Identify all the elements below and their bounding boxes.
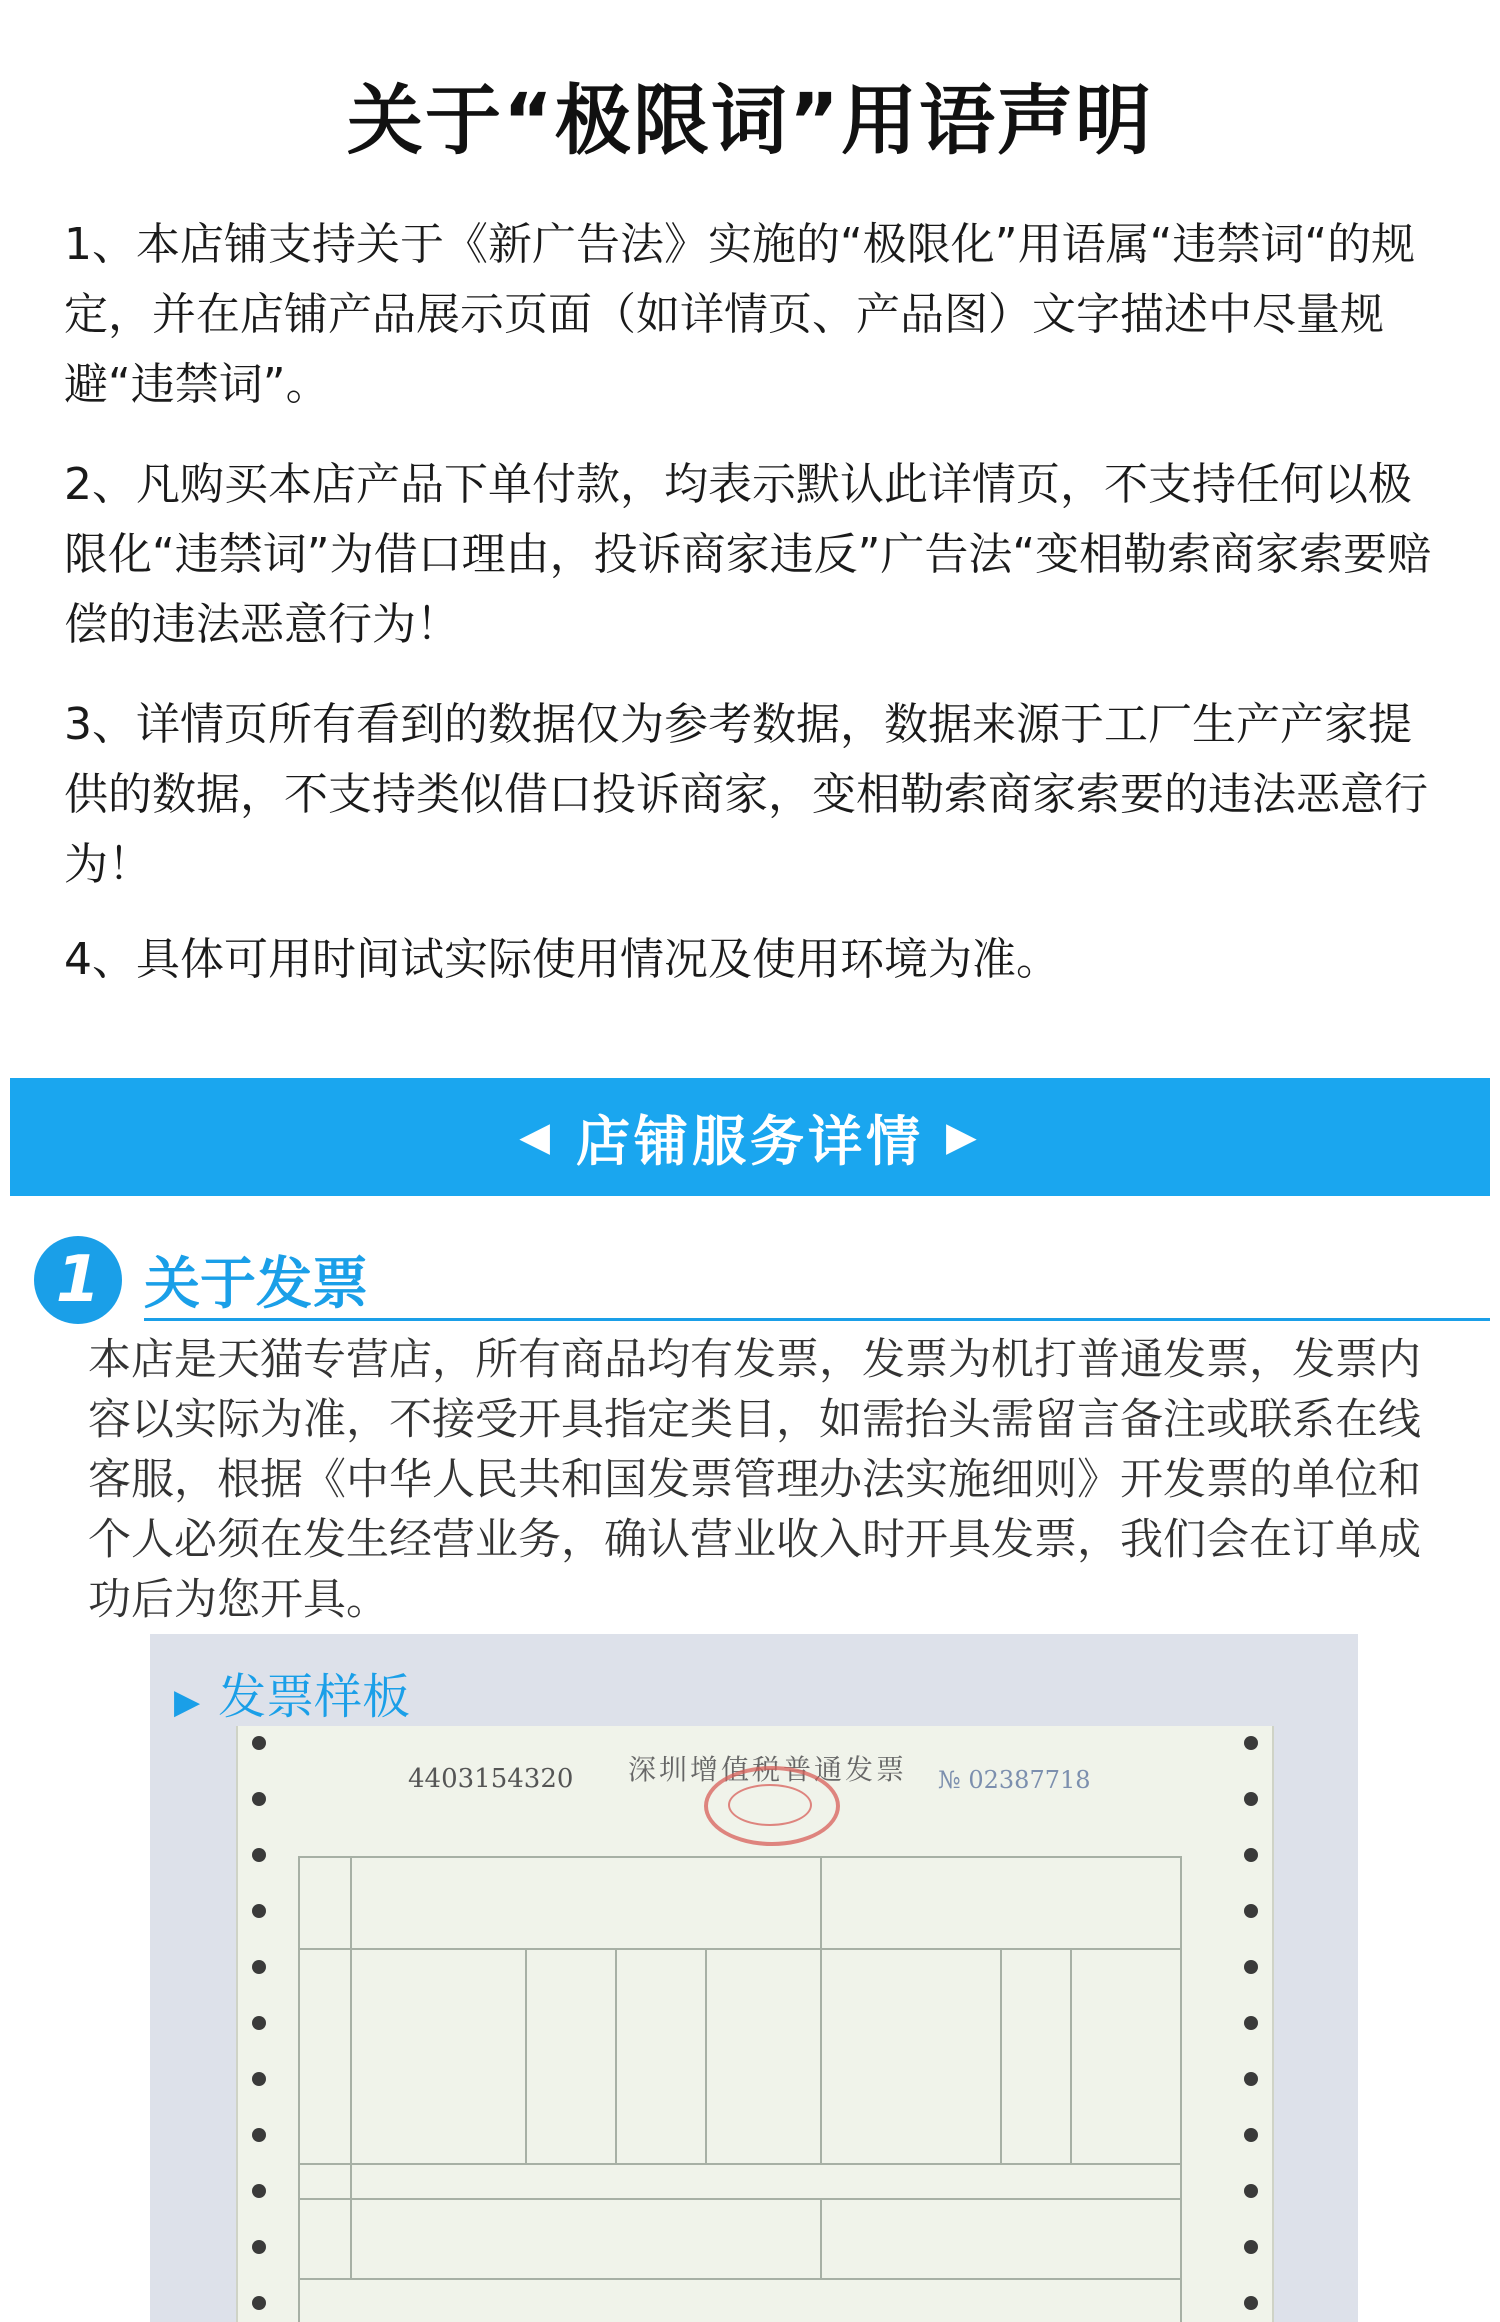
triangle-right-icon: ▶	[946, 1114, 981, 1160]
banner-title: 店铺服务详情	[576, 1109, 924, 1173]
statement-paragraph-3: 3、详情页所有看到的数据仅为参考数据，数据来源于工厂生产产家提供的数据，不支持类似借口投诉商家，变相勒索商家索要的违法恶意行为！	[64, 699, 1428, 890]
service-banner	[10, 1078, 1490, 1196]
statement-paragraph-2: 2、凡购买本店产品下单付款，均表示默认此详情页，不支持任何以极限化“违禁词”为借口理由，投诉商家违反”广告法“变相勒索商家索要赔偿的违法恶意行为！	[64, 459, 1432, 650]
statement-paragraph-1: 1、本店铺支持关于《新广告法》实施的“极限化”用语属“违禁词“的规定，并在店铺产品展示页面（如详情页、产品图）文字描述中尽量规避“违禁词”。	[64, 219, 1416, 410]
perforation-holes-left	[248, 1736, 270, 2322]
statement-paragraph-4: 4、具体可用时间试实际使用情况及使用环境为准。	[64, 934, 1060, 985]
invoice-sample-image	[150, 1634, 1358, 2322]
perforation-holes-right	[1240, 1736, 1262, 2322]
section-title: 关于发票	[144, 1252, 368, 1317]
invoice-name: 深圳增值税普通发票	[628, 1753, 908, 1786]
invoice-stamp	[704, 1766, 840, 1846]
page-title: 关于“极限词”用语声明	[347, 76, 1153, 165]
invoice-code: 4403154320	[408, 1764, 574, 1794]
invoice-number: № 02387718	[938, 1766, 1091, 1794]
triangle-left-icon: ◀	[519, 1114, 554, 1160]
invoice-section-header	[34, 1236, 1490, 1316]
section-number-badge: 1	[34, 1236, 122, 1324]
invoice-form-grid	[298, 1856, 1182, 2322]
invoice-section-body: 本店是天猫专营店，所有商品均有发票，发票为机打普通发票，发票内容以实际为准，不接受开具指定类目，如需抬头需留言备注或联系在线客服，根据《中华人民共和国发票管理办法实施细则》开发票的单位和个人必须在发生经营业务，确认营业收入时开具发票，我们会在订单成功后为您开具。	[88, 1335, 1421, 1625]
triangle-right-icon: ▶	[174, 1682, 201, 1722]
section-divider	[144, 1318, 1490, 1321]
invoice-paper	[236, 1726, 1274, 2322]
invoice-sample-label: ▶ 发票样板	[174, 1669, 411, 1725]
